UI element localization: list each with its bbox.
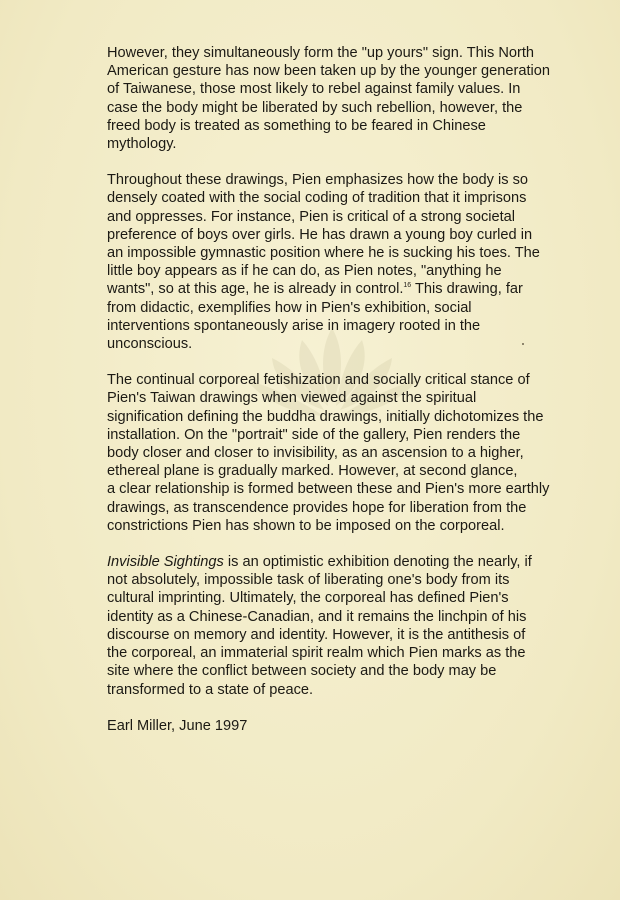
paragraph-1 xyxy=(107,44,567,153)
text-line: drawings, as transcendence provides hope for liberation from the xyxy=(107,499,527,516)
text-line: Pien's Taiwan drawings when viewed against the spiritual xyxy=(107,390,477,407)
text-line: mythology. xyxy=(107,136,177,153)
text-line: a clear relationship is formed between these and Pien's more earthly xyxy=(107,481,550,498)
text-line: However, they simultaneously form the "up yours" sign. This North xyxy=(107,45,535,61)
author-signature: Earl Miller, June 1997 xyxy=(107,717,248,734)
text-line: case the body might be liberated by such rebellion, however, the xyxy=(107,99,523,116)
text-line: interventions spontaneously arise in imagery rooted in the xyxy=(107,317,481,334)
paragraph-2 xyxy=(107,171,567,353)
text-line: The continual corporeal fetishization and socially critical stance of xyxy=(107,372,530,389)
text-line: transformed to a state of peace. xyxy=(107,681,314,698)
text-line: the corporeal, an immaterial spirit realm which Pien marks as the xyxy=(107,645,526,662)
text-line: from didactic, exemplifies how in Pien's exhibition, social xyxy=(107,299,472,316)
paragraph-3 xyxy=(107,371,567,535)
text-line: unconscious. xyxy=(107,336,193,353)
text-line-with-title xyxy=(107,553,567,571)
text-line: an impossible gymnastic position where he is sucking his toes. The xyxy=(107,245,540,262)
text-line: site where the conflict between society and the body may be xyxy=(107,663,497,680)
text-line: preference of boys over girls. He has drawn a young boy curled in xyxy=(107,226,533,243)
document-body xyxy=(107,44,567,735)
text-line: constrictions Pien has shown to be imposed on the corporeal. xyxy=(107,517,505,534)
text-line: installation. On the "portrait" side of the gallery, Pien renders the xyxy=(107,426,521,443)
text-line: and oppresses. For instance, Pien is critical of a strong societal xyxy=(107,208,516,225)
text-line: little boy appears as if he can do, as Pien notes, "anything he xyxy=(107,263,502,280)
text-line: identity as a Chinese-Canadian, and it remains the linchpin of his xyxy=(107,608,527,625)
text-line: body closer and closer to invisibility, as an ascension to a higher, xyxy=(107,445,524,462)
text-line-with-footnote xyxy=(107,280,567,298)
footnote-marker: 16 xyxy=(403,282,412,290)
exhibition-title: Invisible Sightings xyxy=(107,554,224,571)
footnote-line-after: This drawing, far xyxy=(411,281,523,298)
text-line: Throughout these drawings, Pien emphasizes how the body is so xyxy=(107,172,529,189)
paragraph-4 xyxy=(107,553,567,699)
text-line: cultural imprinting. Ultimately, the corporeal has defined Pien's xyxy=(107,590,509,607)
text-line: discourse on memory and identity. However, it is the antithesis of xyxy=(107,626,526,643)
text-line: American gesture has now been taken up by the younger generation xyxy=(107,63,550,80)
title-line-rest: is an optimistic exhibition denoting the nearly, if xyxy=(223,554,532,571)
text-line: densely coated with the social coding of tradition that it imprisons xyxy=(107,190,527,207)
text-line: signification defining the buddha drawings, initially dichotomizes the xyxy=(107,408,544,425)
text-line: ethereal plane is gradually marked. However, at second glance, xyxy=(107,463,518,480)
footnote-line-before: wants", so at this age, he is already in control. xyxy=(107,281,404,298)
text-line: freed body is treated as something to be feared in Chinese xyxy=(107,117,486,134)
text-line: of Taiwanese, those most likely to rebel against family values. In xyxy=(107,81,521,98)
text-line: not absolutely, impossible task of liberating one's body from its xyxy=(107,572,510,589)
